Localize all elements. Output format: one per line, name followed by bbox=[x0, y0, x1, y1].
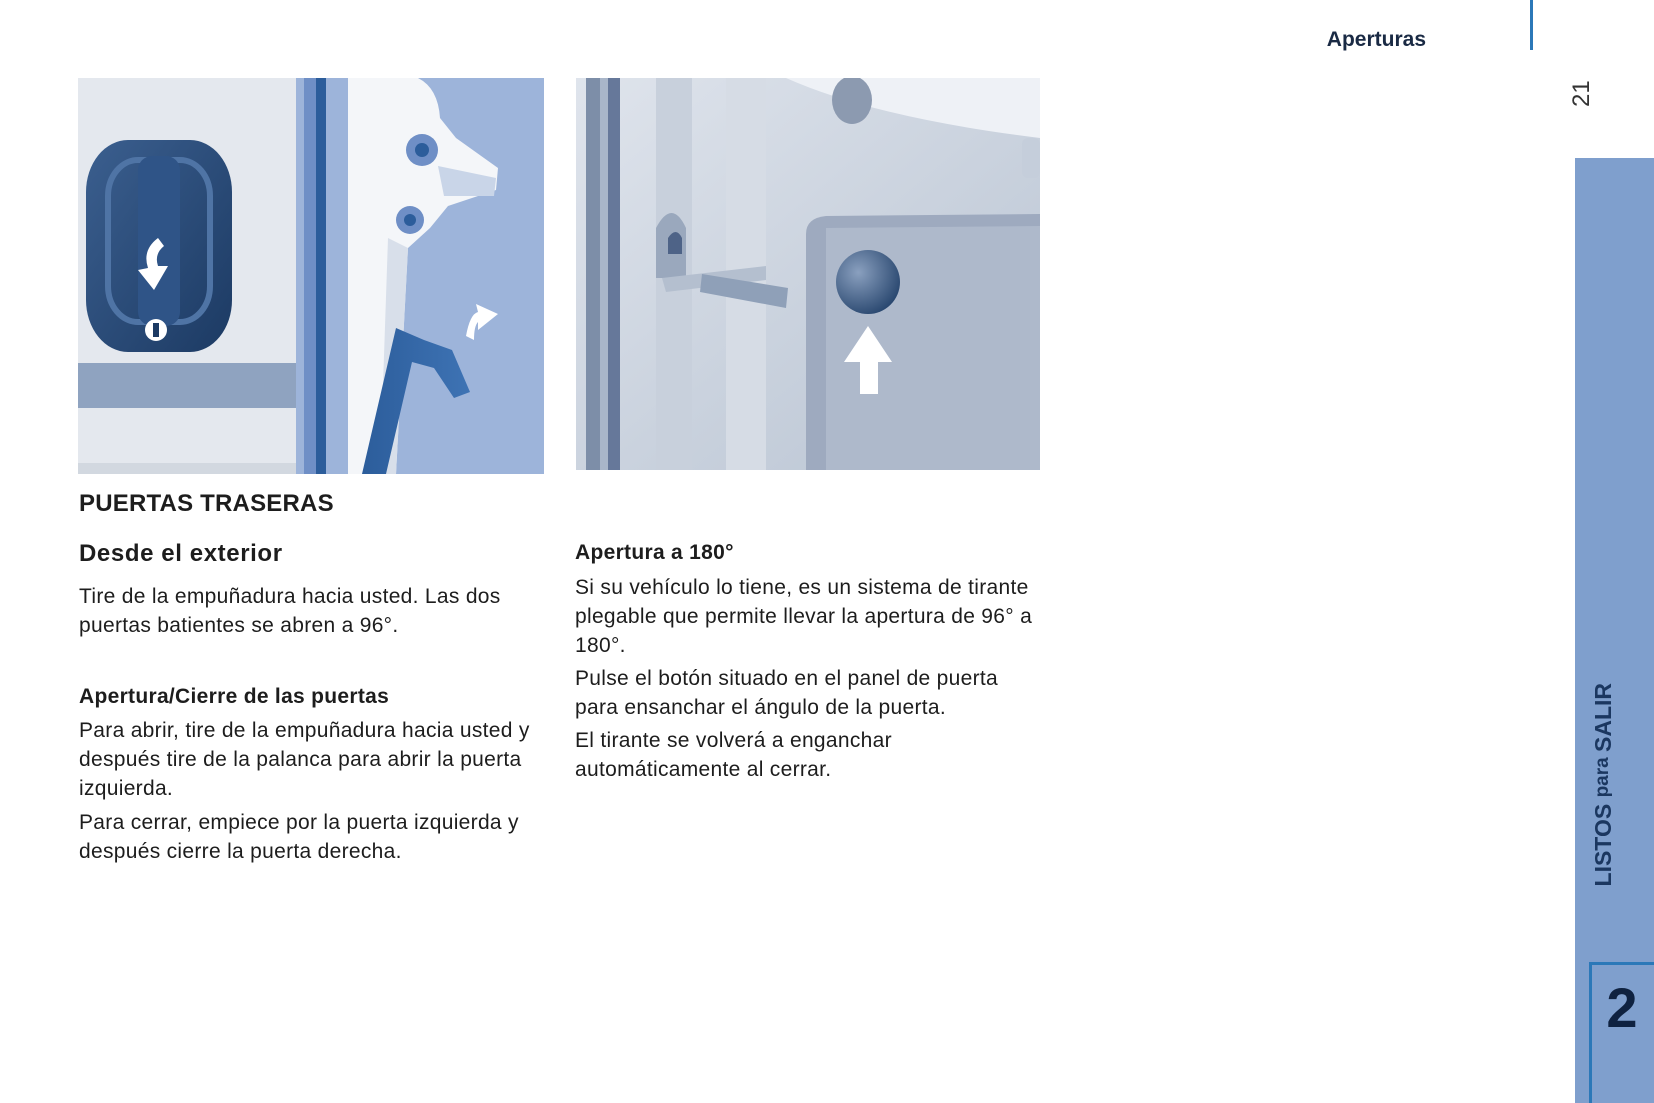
section-name: Aperturas bbox=[1326, 28, 1426, 51]
opening-180-paragraph-2: Pulse el botón situado en el panel de puerta para ensanchar el ángulo de la puerta. bbox=[575, 667, 999, 719]
subheading-exterior: Desde el exterior bbox=[79, 540, 283, 567]
chapter-title bbox=[1580, 620, 1626, 950]
section-heading: PUERTAS TRASERAS bbox=[79, 490, 334, 517]
page-number: 21 bbox=[1568, 80, 1595, 108]
rear-door-handle-illustration bbox=[78, 78, 544, 474]
opening-180-paragraph-1: Si su vehículo lo tiene, es un sistema de tirante plegable que permite llevar la apertura de 96° a 180°. bbox=[575, 576, 1033, 657]
chapter-title-word-1: LISTOS bbox=[1589, 797, 1616, 887]
chapter-title-word-3: SALIR bbox=[1589, 683, 1616, 753]
open-close-heading: Apertura/Cierre de las puertas bbox=[79, 685, 390, 708]
keyhole-icon bbox=[145, 319, 167, 341]
header-divider bbox=[1530, 0, 1533, 50]
opening-180-paragraph-3: El tirante se volverá a enganchar automáticamente al cerrar. bbox=[575, 729, 892, 781]
intro-paragraph: Tire de la empuñadura hacia usted. Las dos puertas batientes se abren a 96°. bbox=[79, 585, 501, 637]
chapter-divider bbox=[1590, 962, 1654, 965]
open-close-paragraph-2: Para cerrar, empiece por la puerta izquierda y después cierre la puerta derecha. bbox=[79, 811, 519, 863]
door-button-icon bbox=[836, 250, 900, 314]
open-close-paragraph-1: Para abrir, tire de la empuñadura hacia usted y después tire de la palanca para abrir la puerta izquierda. bbox=[79, 719, 530, 800]
opening-180-heading: Apertura a 180° bbox=[575, 541, 734, 564]
door-stay-button-illustration bbox=[576, 78, 1040, 470]
chapter-number: 2 bbox=[1606, 976, 1638, 1039]
chapter-title-word-2: para bbox=[1591, 752, 1613, 798]
